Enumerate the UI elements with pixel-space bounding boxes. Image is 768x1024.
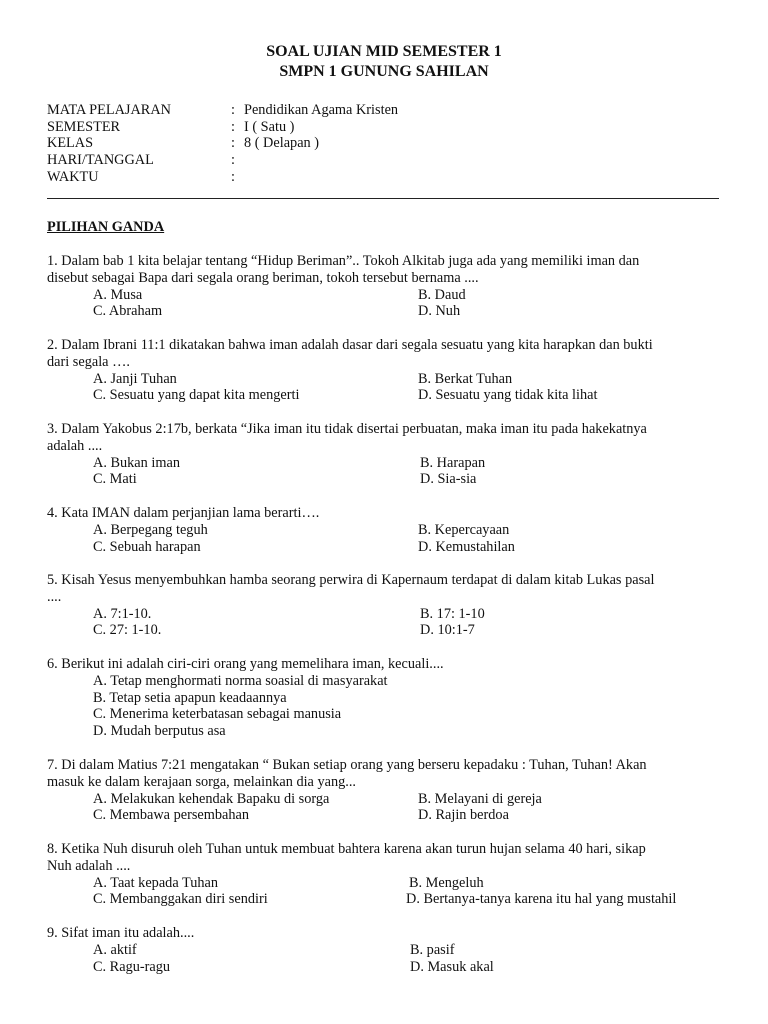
info-value: 8 ( Delapan ) [244,135,320,152]
option-a[interactable]: A. Bukan iman [93,454,180,471]
option-row [47,303,717,320]
option-c[interactable]: C. Mati [93,471,137,488]
info-label: HARI/TANGGAL [47,152,154,169]
option-b[interactable]: B. pasif [410,941,455,958]
info-value: I ( Satu ) [244,118,295,135]
question-text: masuk ke dalam kerajaan sorga, melainkan dia yang... [47,773,356,790]
option-row [47,706,717,723]
question-4 [47,505,717,555]
info-label: WAKTU [47,168,99,185]
school-name: SMPN 1 GUNUNG SAHILAN [279,63,489,80]
option-a[interactable]: A. Melakukan kehendak Bapaku di sorga [93,790,330,807]
info-row [47,135,647,152]
option-d[interactable]: D. Bertanya-tanya karena itu hal yang mustahil [406,891,677,908]
info-row [47,169,647,186]
option-row [47,807,717,824]
question-5 [47,572,717,639]
option-row [47,622,717,639]
info-row [47,102,647,119]
option-b[interactable]: B. Harapan [420,454,486,471]
option-row [47,371,717,388]
option-a[interactable]: A. 7:1-10. [93,605,152,622]
info-colon: : [231,102,235,118]
question-3 [47,421,717,488]
option-row [47,606,717,623]
option-row [47,539,717,556]
option-d[interactable]: D. Sesuatu yang tidak kita lihat [418,387,598,404]
info-colon: : [231,118,235,135]
option-c[interactable]: C. Membanggakan diri sendiri [93,891,268,908]
question-text: 6. Berikut ini adalah ciri-ciri orang yang memelihara iman, kecuali.... [47,656,444,672]
question-text: disebut sebagai Bapa dari segala orang beriman, tokoh tersebut bernama .... [47,269,479,286]
option-c[interactable]: C. Menerima keterbatasan sebagai manusia [93,706,342,723]
option-row [47,959,717,976]
option-b[interactable]: B. Tetap setia apapun keadaannya [93,689,287,706]
option-a[interactable]: A. Berpegang teguh [93,521,208,538]
info-colon: : [231,168,235,185]
option-c[interactable]: C. Membawa persembahan [93,807,250,824]
question-text: 3. Dalam Yakobus 2:17b, berkata “Jika iman itu tidak disertai perbuatan, maka iman itu pada hakekatnya [47,421,647,437]
option-a[interactable]: A. Tetap menghormati norma soasial di masyarakat [93,672,388,689]
option-row [47,387,717,404]
option-b[interactable]: B. 17: 1-10 [420,605,485,622]
option-b[interactable]: B. Kepercayaan [418,521,510,538]
option-c[interactable]: C. Sebuah harapan [93,538,201,555]
option-row [47,690,717,707]
question-1 [47,253,717,320]
option-row [47,455,717,472]
question-6 [47,656,717,740]
option-a[interactable]: A. aktif [93,941,137,958]
option-row [47,942,717,959]
option-a[interactable]: A. Musa [93,286,143,303]
option-row [47,791,717,808]
question-7 [47,757,717,824]
info-label: SEMESTER [47,118,121,135]
option-d[interactable]: D. Sia-sia [420,471,477,488]
info-row [47,152,647,169]
option-row [47,287,717,304]
option-row [47,891,717,908]
question-2 [47,337,717,404]
option-d[interactable]: D. Nuh [418,303,461,320]
question-9 [47,925,717,975]
question-text: dari segala …. [47,353,130,370]
option-d[interactable]: D. Masuk akal [410,958,494,975]
option-b[interactable]: B. Daud [418,286,466,303]
question-text: .... [47,588,62,605]
question-8 [47,841,717,908]
option-a[interactable]: A. Janji Tuhan [93,370,177,387]
question-text: 5. Kisah Yesus menyembuhkan hamba seorang perwira di Kapernaum terdapat di dalam kitab Lukas pasal [47,572,655,588]
option-row [47,673,717,690]
info-colon: : [231,152,235,169]
option-d[interactable]: D. Kemustahilan [418,538,515,555]
info-label: MATA PELAJARAN [47,102,171,118]
option-c[interactable]: C. Sesuatu yang dapat kita mengerti [93,387,300,404]
info-row [47,119,647,136]
question-text: 8. Ketika Nuh disuruh oleh Tuhan untuk membuat bahtera karena akan turun hujan selama 40 hari, sikap [47,841,646,857]
option-a[interactable]: A. Taat kepada Tuhan [93,874,219,891]
info-colon: : [231,135,235,152]
option-b[interactable]: B. Berkat Tuhan [418,370,513,387]
option-d[interactable]: D. Rajin berdoa [418,807,509,824]
option-d[interactable]: D. Mudah berputus asa [93,723,226,740]
header-divider [47,198,719,199]
exam-title: SOAL UJIAN MID SEMESTER 1 [266,43,502,60]
question-text: 2. Dalam Ibrani 11:1 dikatakan bahwa iman adalah dasar dari segala sesuatu yang kita harapkan dan bukti [47,337,653,353]
section-title: PILIHAN GANDA [47,219,165,235]
info-value: Pendidikan Agama Kristen [244,102,399,118]
option-c[interactable]: C. Ragu-ragu [93,958,171,975]
option-c[interactable]: C. Abraham [93,303,163,320]
info-label: KELAS [47,135,94,152]
option-b[interactable]: B. Mengeluh [409,874,484,891]
option-row [47,875,717,892]
option-row [47,471,717,488]
option-b[interactable]: B. Melayani di gereja [418,790,542,807]
question-text: 1. Dalam bab 1 kita belajar tentang “Hidup Beriman”.. Tokoh Alkitab juga ada yang memiliki iman dan [47,253,640,269]
question-text: Nuh adalah .... [47,857,131,874]
question-text: 4. Kata IMAN dalam perjanjian lama berarti…. [47,505,320,521]
exam-info [47,102,647,185]
option-d[interactable]: D. 10:1-7 [420,622,475,639]
option-row [47,723,717,740]
question-text: 9. Sifat iman itu adalah.... [47,925,195,941]
option-row [47,522,717,539]
question-text: adalah .... [47,437,103,454]
option-c[interactable]: C. 27: 1-10. [93,622,162,639]
question-text: 7. Di dalam Matius 7:21 mengatakan “ Bukan setiap orang yang berseru kepadaku : Tuhan, Tuhan! Akan [47,757,647,773]
